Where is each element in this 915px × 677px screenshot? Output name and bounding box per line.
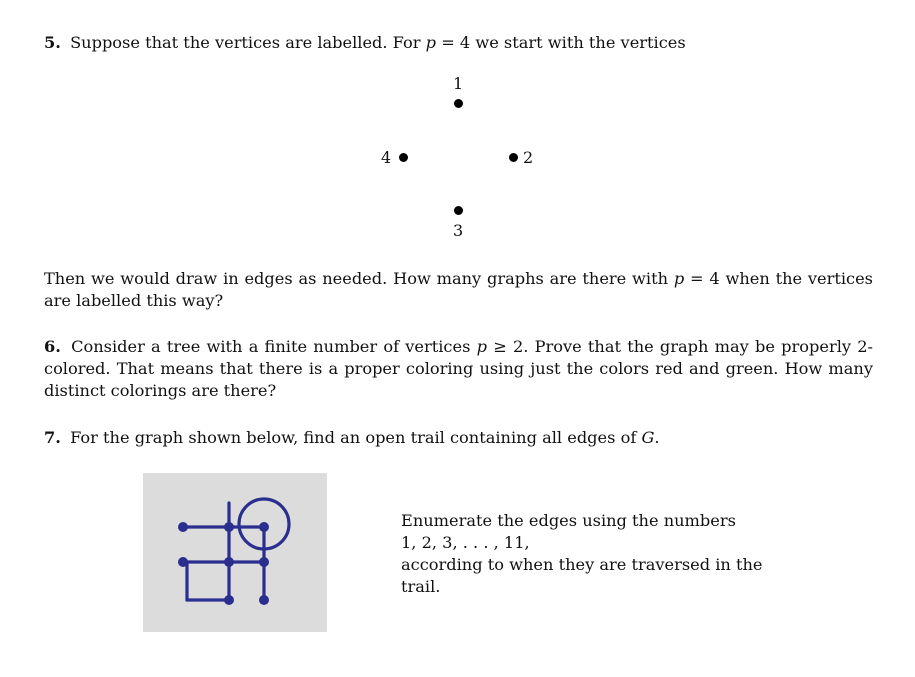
vertex-label-1: 1 xyxy=(453,74,464,93)
question-text: Consider a tree with a finite number of vertices xyxy=(71,337,477,356)
math-equation: = 4 xyxy=(684,269,720,288)
question-7 xyxy=(44,427,873,449)
instruction-line: Enumerate the edges using the numbers xyxy=(401,511,736,530)
vertex-figure xyxy=(360,72,560,248)
graph-photo xyxy=(143,473,327,632)
question-5-followup xyxy=(44,268,873,312)
instruction-line: 1, 2, 3, . . . , 11, xyxy=(401,533,530,552)
vertex-label-2: 2 xyxy=(523,148,534,167)
vertex-label-3: 3 xyxy=(453,221,464,240)
question-text: . Prove that the graph may be properly 2-colored. That means that there is a proper coloring using just the colors red and green. How many distinct colorings are there? xyxy=(44,337,873,400)
question-5 xyxy=(44,32,873,54)
vertex-dot-2 xyxy=(509,153,518,162)
question-text: Then we would draw in edges as needed. How many graphs are there with xyxy=(44,269,674,288)
math-variable-p: p xyxy=(476,337,487,356)
instruction-line: according to when they are traversed in the xyxy=(401,555,763,574)
enumeration-instructions xyxy=(401,510,781,598)
question-6 xyxy=(44,336,873,402)
vertex-dot-4 xyxy=(399,153,408,162)
question-text: . xyxy=(654,428,660,447)
instruction-line: trail. xyxy=(401,577,441,596)
question-text: we start with the vertices xyxy=(470,33,686,52)
math-equation: = 4 xyxy=(436,33,471,52)
math-inequality: ≥ 2 xyxy=(486,337,524,356)
question-number: 7. xyxy=(44,428,61,447)
question-text: when the vertices are labelled this way? xyxy=(44,269,873,310)
question-text: For the graph shown below, find an open trail containing all edges of xyxy=(70,428,642,447)
math-variable-p: p xyxy=(673,269,685,288)
question-text: Suppose that the vertices are labelled. For xyxy=(70,33,426,52)
vertex-dot-3 xyxy=(454,206,463,215)
vertex-label-4: 4 xyxy=(381,148,392,167)
graph-drawing xyxy=(143,473,327,632)
question-number: 6. xyxy=(44,337,61,356)
question-number: 5. xyxy=(44,33,61,52)
math-variable-g: G xyxy=(641,428,655,447)
vertex-dot-1 xyxy=(454,99,463,108)
math-variable-p: p xyxy=(425,33,437,52)
